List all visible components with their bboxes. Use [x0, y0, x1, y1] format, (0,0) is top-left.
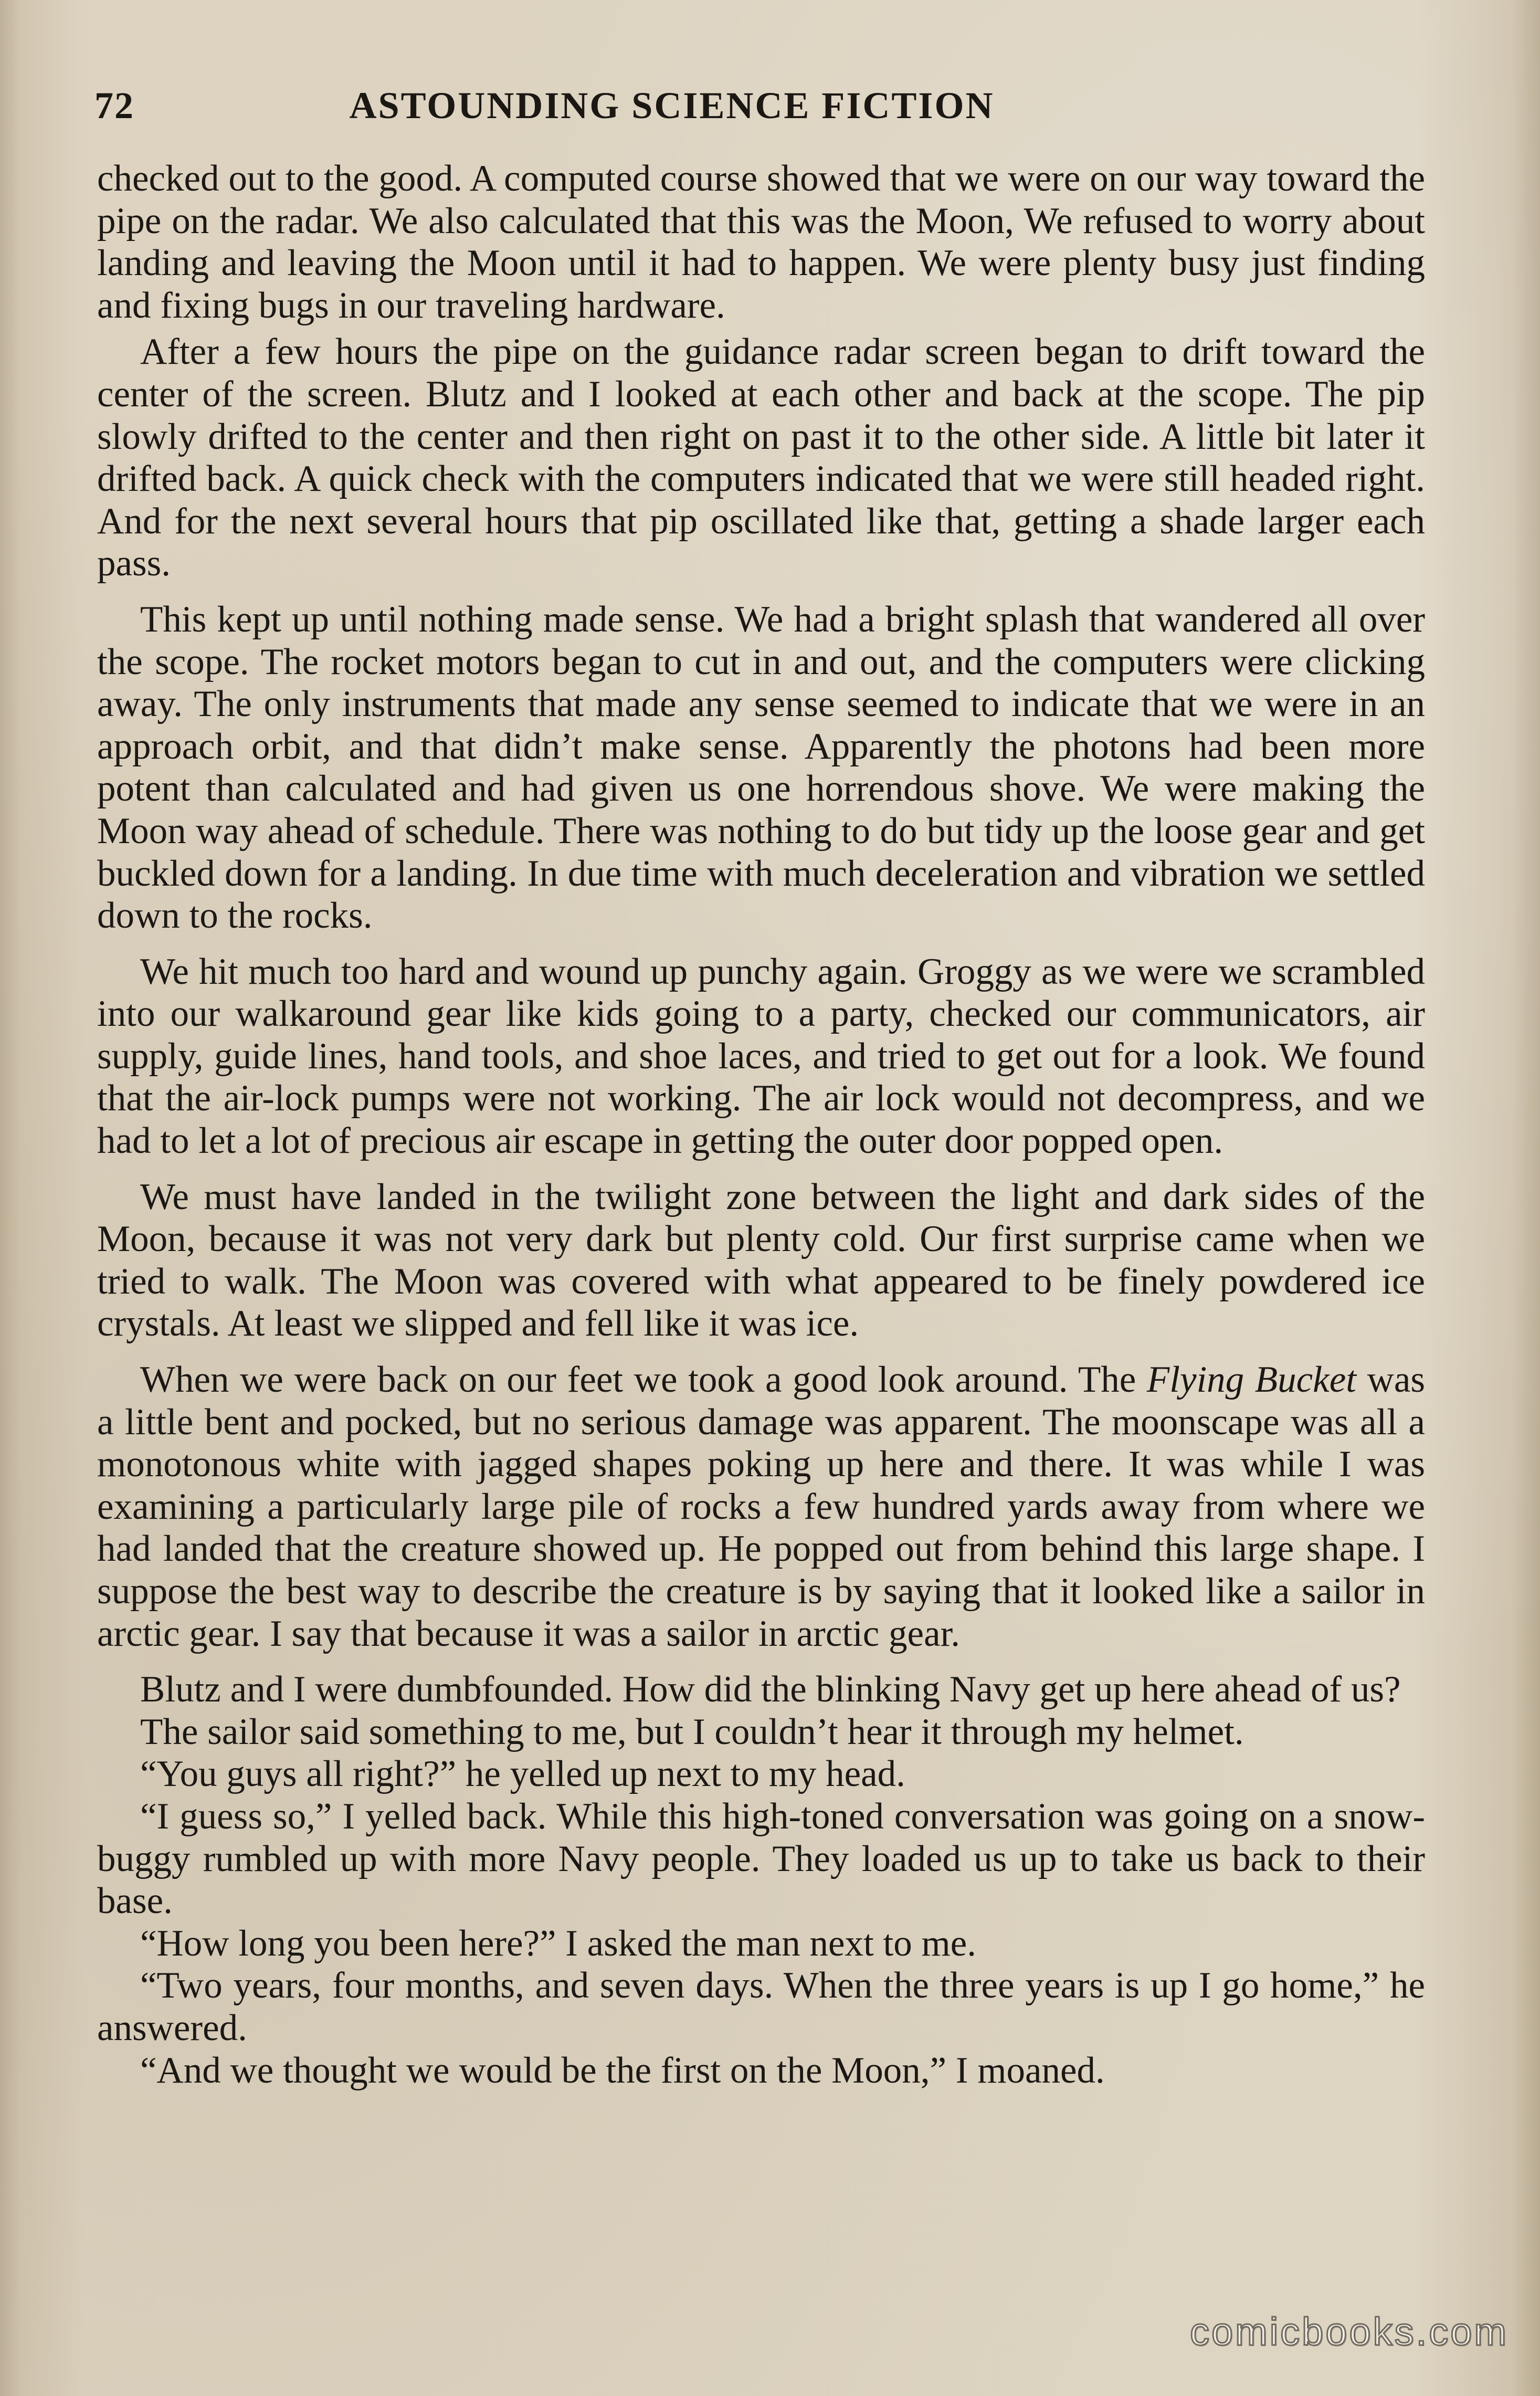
paragraph-text: was a little bent and pocked, but no serious damage was apparent. The moonscape was all a monotonous white with jagged shapes poking up here and there. It was while I was examining a particularly large pile of rocks a few hundred yards away from where we had landed that the creature showed up. He popped out from behind this large shape. I suppose the best way to describe the creature is by saying that it looked like a sailor in arctic gear. I say that because it was a sailor in arctic gear. [97, 1359, 1425, 1654]
paragraph: Blutz and I were dumbfounded. How did the blinking Navy get up here ahead of us? [140, 1669, 1401, 1710]
paragraph: checked out to the good. A computed course showed that we were on our way toward the pipe on the radar. We also calculated that this was the Moon, We refused to worry about landing and leaving the Moon until it had to happen. We were plenty busy just finding and fixing bugs in our traveling hardware. [97, 158, 1425, 326]
paragraph: After a few hours the pipe on the guidance radar screen began to drift toward the center of the screen. Blutz and I looked at each other and back at the scope. The pip slowly drifted to the center and then right on past it to the other side. A little bit later it drifted back. A quick check with the computers indicated that we were still headed right. And for the next several hours that pip oscillated like that, getting a shade larger each pass. [97, 331, 1425, 584]
paragraph: This kept up until nothing made sense. We had a bright splash that wandered all over the scope. The rocket motors began to cut in and out, and the computers were clicking away. The only instruments that made any sense seemed to indicate that we were in an approach orbit, and that didn’t make sense. Apparently the photons had been more potent than calculated and had given us one horrendous shove. We were making the Moon way ahead of schedule. There was nothing to do but tidy up the loose gear and get buckled down for a landing. In due time with much deceleration and vibration we settled down to the rocks. [97, 598, 1425, 937]
paragraph: “And we thought we would be the first on the Moon,” I moaned. [140, 2050, 1105, 2091]
paragraph: “Two years, four months, and seven days. When the three years is up I go home,” he answered. [97, 1965, 1425, 2048]
paragraph: “How long you been here?” I asked the man next to me. [140, 1922, 976, 1964]
page-header [94, 84, 1422, 142]
paragraph-text: When we were back on our feet we took a good look around. The [140, 1359, 1147, 1401]
paragraph: We hit much too hard and wound up punchy again. Groggy as we were we scrambled into our walkaround gear like kids going to a party, checked our communicators, air supply, guide lines, hand tools, and shoe laces, and tried to get out for a look. We found that the air-lock pumps were not working. The air lock would not decompress, and we had to let a lot of precious air escape in getting the outer door popped open. [97, 951, 1425, 1162]
story-text [97, 157, 1425, 2092]
page-number: 72 [94, 85, 134, 127]
ship-name: Flying Bucket [1146, 1359, 1356, 1401]
watermark: comicbooks.com [1189, 2310, 1509, 2353]
paragraph: “I guess so,” I yelled back. While this high-toned conversation was going on a snow-buggy rumbled up with more Navy people. They loaded us up to take us back to their base. [97, 1795, 1425, 1922]
paragraph: “You guys all right?” he yelled up next to my head. [140, 1753, 905, 1795]
paragraph: The sailor said something to me, but I couldn’t hear it through my helmet. [140, 1711, 1244, 1752]
running-head: ASTOUNDING SCIENCE FICTION [349, 85, 995, 127]
paragraph: We must have landed in the twilight zone between the light and dark sides of the Moon, because it was not very dark but plenty cold. Our first surprise came when we tried to walk. The Moon was covered with what appeared to be finely powdered ice crystals. At least we slipped and fell like it was ice. [97, 1176, 1425, 1344]
paragraph [97, 1359, 1425, 1655]
